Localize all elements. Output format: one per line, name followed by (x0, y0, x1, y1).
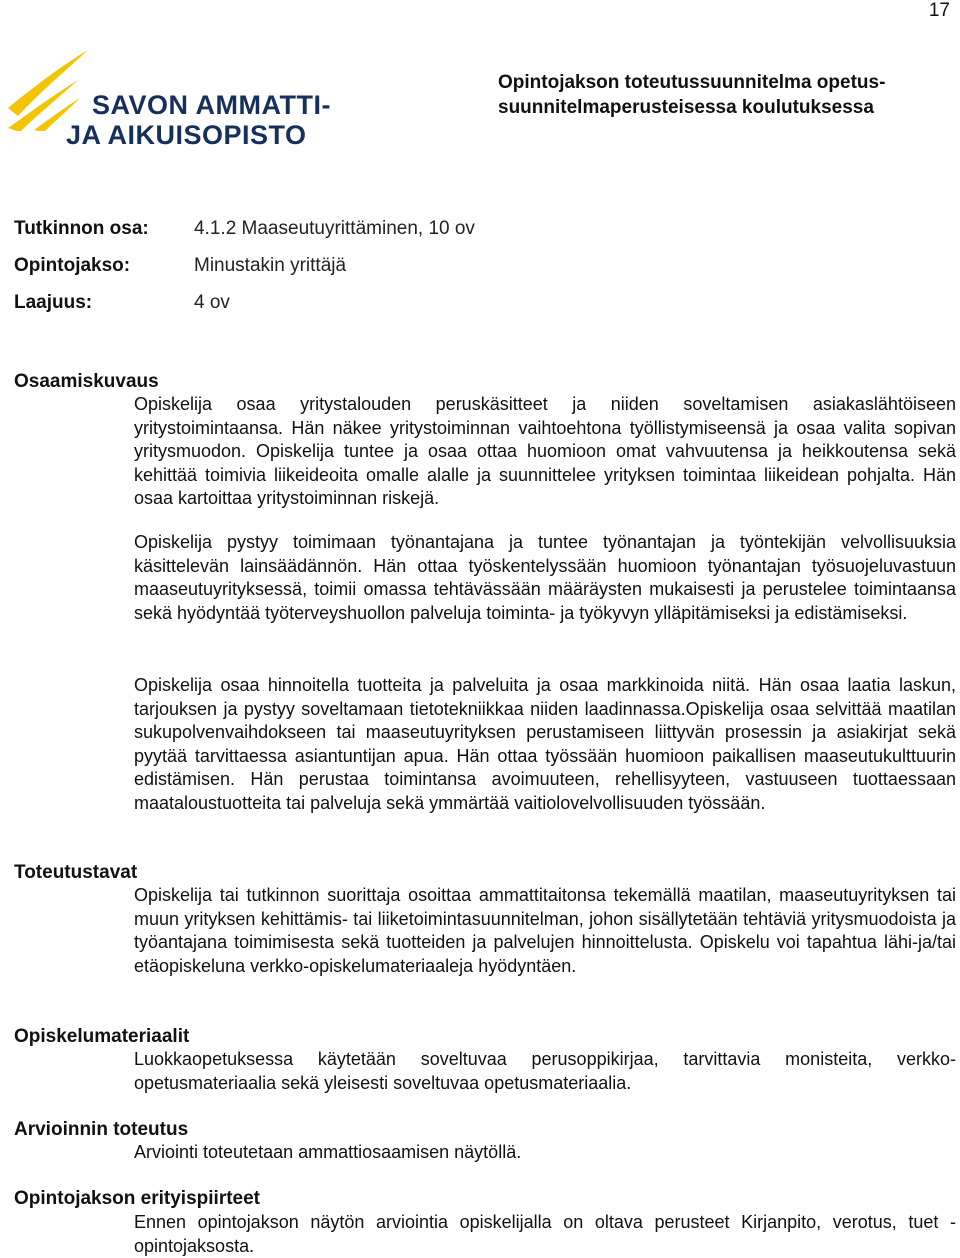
logo-text-line2: JA AIKUISOPISTO (66, 120, 307, 150)
meta-label: Tutkinnon osa: (14, 218, 149, 239)
logo-swoosh-icon (4, 46, 94, 131)
meta-label: Opintojakso: (14, 255, 131, 276)
section-heading-opiskelumateriaalit: Opiskelumateriaalit (14, 1026, 190, 1047)
arvioinnin-toteutus-text: Arviointi toteutetaan ammattiosaamisen näytöllä. (134, 1142, 522, 1162)
section-heading-erityispiirteet: Opintojakson erityispiirteet (14, 1188, 260, 1209)
meta-value: 4.1.2 Maaseutuyrittäminen, 10 ov (194, 218, 475, 239)
page-number: 17 (928, 0, 950, 21)
osaamiskuvaus-paragraph-3: Opiskelija osaa hinnoitella tuotteita ja palveluita ja osaa markkinoida niitä. Hän osaa laatia laskun, tarjouksen ja pystyy soveltamaan tietotekniikkaa niiden laadinnassa.Opiskelija osaa selvittää maatilan sukupolvenvaihdokseen tai maaseutuyrityksen perustamiseen liittyvän prosessin ja asiakirjat sekä pyytää tarvittaessa asiantuntijan apua. Hän ottaa työssään huomioon paikallisen maaseutukulttuurin edistämisen. Hän perustaa toimintansa avoimuuteen, rehellisyyteen, vastuuseen tuottaessaan maataloustuotteita tai palveluja sekä ymmärtää vaitiolovelvollisuuden työssään. (134, 675, 956, 813)
meta-label: Laajuus: (14, 292, 93, 313)
section-heading-arvioinnin-toteutus: Arvioinnin toteutus (14, 1119, 189, 1140)
erityispiirteet-text: Ennen opintojakson näytön arviointia opiskelijalla on oltava perusteet Kirjanpito, verotus, tuet -opintojaksosta. (134, 1212, 956, 1256)
document-title-line1: Opintojakson toteutussuunnitelma opetus- (498, 72, 886, 93)
meta-value: 4 ov (194, 292, 230, 313)
organization-logo (4, 46, 334, 156)
document-title (498, 70, 938, 120)
section-heading-osaamiskuvaus: Osaamiskuvaus (14, 371, 159, 392)
meta-value: Minustakin yrittäjä (194, 255, 347, 276)
document-title-line2: suunnitelmaperusteisessa koulutuksessa (498, 97, 874, 118)
section-heading-toteutustavat: Toteutustavat (14, 862, 138, 883)
osaamiskuvaus-paragraph-2: Opiskelija pystyy toimimaan työnantajana ja tuntee työnantajan ja työntekijän velvollisuuksia käsittelevän lainsäädännön. Hän ottaa työskentelyssään huomioon työnantajan työsuojeluvastuun maaseutuyrityksessä, toimii omassa tehtävässään määräysten mukaisesti ja perustelee toimintaansa sekä hyödyntää työterveyshuollon palveluja toiminta- ja työkyvyn ylläpitämiseksi ja edistämiseksi. (134, 532, 956, 623)
toteutustavat-text: Opiskelija tai tutkinnon suorittaja osoittaa ammattitaitonsa tekemällä maatilan, maaseutuyrityksen tai muun yrityksen kehittämis- tai liiketoimintasuunnitelman, johon sisällytetään tehtäviä yritysmuodoista ja työantajana toimimisesta sekä tuotteiden ja palvelujen hinnoittelusta. Opiskelu voi tapahtua lähi-ja/tai etäopiskeluna verkko-opiskelumateriaaleja hyödyntäen. (134, 885, 956, 976)
osaamiskuvaus-paragraph-1: Opiskelija osaa yritystalouden peruskäsitteet ja niiden soveltamisen asiakaslähtöiseen yritystoimintaansa. Hän näkee yritystoiminnan vaihtoehtona työllistymiseensä ja osaa valita sopivan yritysmuodon. Opiskelija tuntee ja osaa ottaa huomioon omat vahvuutensa ja heikkoutensa sekä kehittää toimivia liikeideoita omalle alalle ja suunnittelee yrityksen toimintaa liikeidean pohjalta. Hän osaa kartoittaa yritystoiminnan riskejä. (134, 394, 956, 508)
logo-text-line1: SAVON AMMATTI- (92, 90, 331, 120)
opiskelumateriaalit-text: Luokkaopetuksessa käytetään soveltuvaa perusoppikirjaa, tarvittavia monisteita, verkko-opetusmateriaalia sekä yleisesti soveltuvaa opetusmateriaalia. (134, 1049, 956, 1093)
